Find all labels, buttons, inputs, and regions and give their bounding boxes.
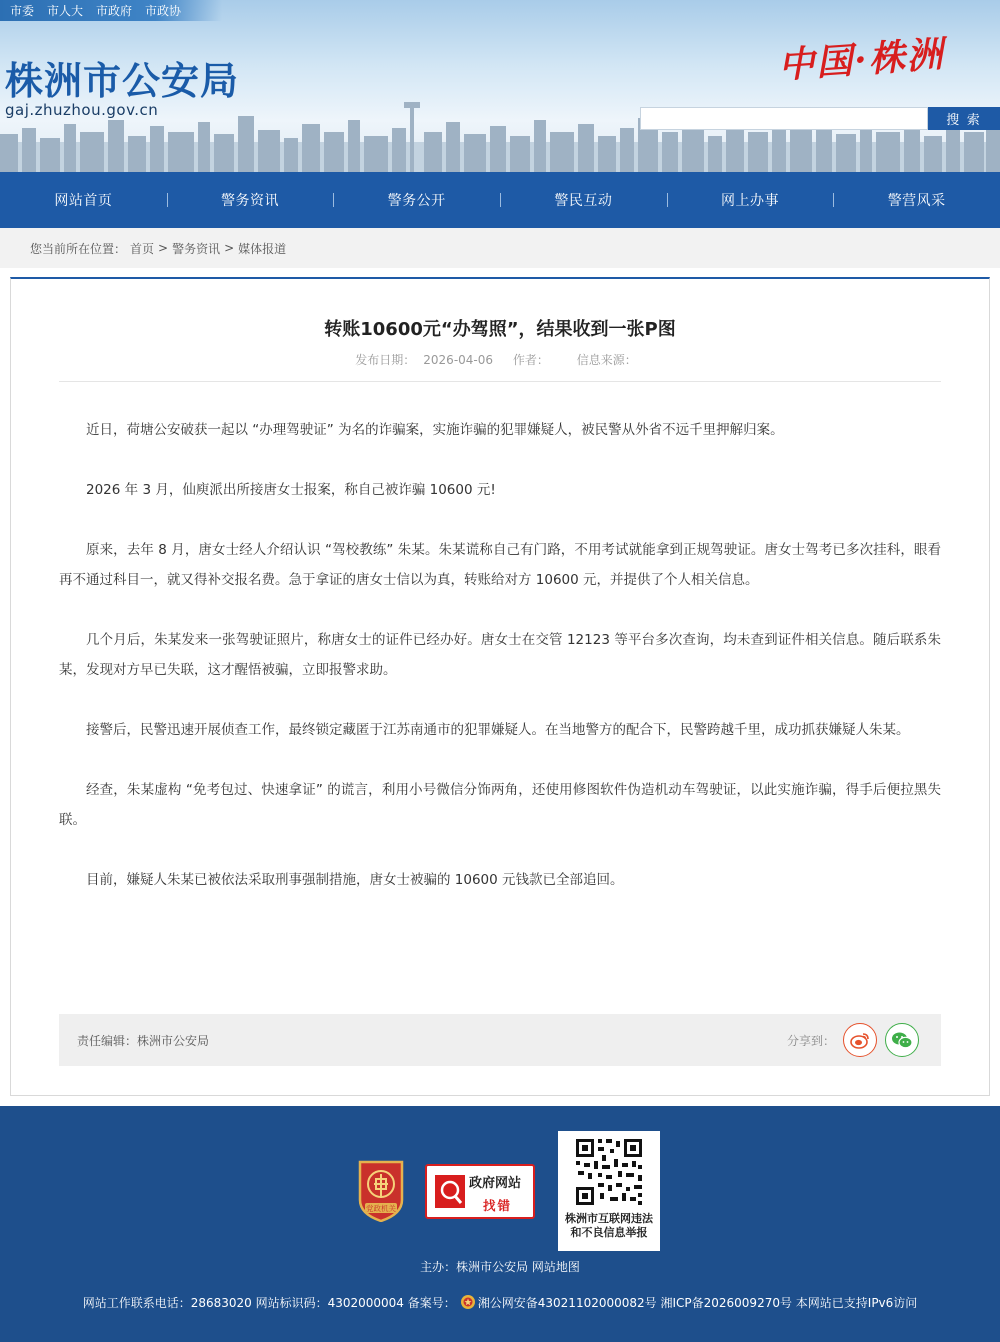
main-nav <box>0 172 1000 228</box>
top-links-bar <box>0 0 222 21</box>
article-paragraph: 近日，荷塘公安破获一起以 “办理驾驶证” 为名的诈骗案，实施诈骗的犯罪嫌疑人，被民警从外省不远千里押解归案。 <box>86 422 784 438</box>
site-domain: gaj.zhuzhou.gov.cn <box>5 101 159 119</box>
article-paragraph: 接警后，民警迅速开展侦查工作，最终锁定藏匿于江苏南通市的犯罪嫌疑人。在当地警方的配合下，民警跨越千里，成功抓获嫌疑人朱某。 <box>86 722 910 738</box>
weibo-icon[interactable] <box>843 1023 877 1057</box>
icp-info[interactable]: 湘公网安备43021102000082号 湘ICP备2026009270号 本网站已支持IPv6访问 <box>477 1296 918 1310</box>
title-divider <box>59 381 941 382</box>
top-link-party-committee[interactable]: 市委 <box>10 4 35 18</box>
nav-item-police-news[interactable]: 警务资讯 <box>167 190 334 210</box>
report-qr-code[interactable] <box>558 1131 660 1251</box>
search-button[interactable]: 搜 索 <box>928 107 1000 130</box>
gov-badge-line1: 政府网站 <box>469 1176 522 1191</box>
qr-code-icon <box>558 1131 660 1211</box>
gov-site-error-report-badge[interactable] <box>425 1164 535 1219</box>
wechat-icon[interactable] <box>885 1023 919 1057</box>
contact-info: 网站工作联系电话：28683020 网站标识码：4302000004 备案号： <box>82 1296 456 1310</box>
editor-name: 株洲市公安局 <box>137 1033 210 1048</box>
nav-item-interaction[interactable]: 警民互动 <box>500 190 667 210</box>
article-paragraph: 目前，嫌疑人朱某已被依法采取刑事强制措施，唐女士被骗的 10600 元钱款已全部追回。 <box>86 872 624 888</box>
article-paragraph: 经查，朱某虚构 “免考包过、快速拿证” 的谎言，利用小号微信分饰两角，还使用修图软件伪造机动车驾驶证，以此实施诈骗，得手后便拉黑失联。 <box>59 782 941 828</box>
breadcrumb-separator: > <box>158 241 169 255</box>
top-link-government[interactable]: 市政府 <box>96 4 133 18</box>
publish-date-label: 发布日期： <box>355 353 416 367</box>
article-paragraph: 原来，去年 8 月，唐女士经人介绍认识 “驾校教练” 朱某。朱某谎称自己有门路，不用考试就能拿到正规驾驶证。唐女士驾考已多次挂科，眼看再不通过科目一，就又得补交报名费。急于拿证的唐女士信以为真，转账给对方 10600 元，并提供了个人相关信息。 <box>59 542 941 588</box>
publish-date: 2026-04-06 <box>423 353 494 367</box>
breadcrumb-prefix: 您当前所在位置： <box>30 241 127 256</box>
qr-caption-line2: 和不良信息举报 <box>570 1226 648 1239</box>
nav-item-police-disclosure[interactable]: 警务公开 <box>333 190 500 210</box>
share-area <box>787 1023 919 1057</box>
top-link-cppcc[interactable]: 市政协 <box>145 4 182 18</box>
article-body <box>59 415 941 925</box>
source-label: 信息来源： <box>576 353 637 367</box>
share-label: 分享到： <box>786 1033 835 1048</box>
nav-item-home[interactable]: 网站首页 <box>54 193 113 209</box>
article-meta <box>11 351 989 368</box>
breadcrumb <box>0 228 1000 268</box>
article-footer-bar <box>59 1014 941 1066</box>
author-label: 作者： <box>512 353 549 367</box>
sitemap-link[interactable]: 网站地图 <box>531 1260 580 1274</box>
top-link-congress[interactable]: 市人大 <box>47 4 84 18</box>
search-input[interactable] <box>640 107 928 130</box>
party-government-badge-icon[interactable] <box>356 1160 406 1222</box>
breadcrumb-separator: > <box>224 241 235 255</box>
nav-item-online-services[interactable]: 网上办事 <box>667 190 834 210</box>
host-label: 主办： <box>420 1260 457 1274</box>
nav-item-police-style[interactable]: 警营风采 <box>833 190 1000 210</box>
site-footer <box>0 1106 1000 1342</box>
footer-info-line <box>0 1294 1000 1311</box>
site-title[interactable]: 株洲市公安局 <box>5 58 240 103</box>
party-badge-text: 党政机关 <box>366 1204 396 1213</box>
zhuzhou-brand-logo: 中国·株洲 <box>776 33 946 87</box>
editor-label: 责任编辑： <box>77 1033 138 1048</box>
gov-badge-line2: 找错 <box>483 1198 513 1213</box>
host-name: 株洲市公安局 <box>456 1260 529 1274</box>
breadcrumb-home[interactable]: 首页 <box>130 241 155 256</box>
article-paragraph: 2026 年 3 月，仙庾派出所接唐女士报案，称自己被诈骗 10600 元! <box>86 482 496 498</box>
police-emblem-icon <box>460 1294 476 1310</box>
breadcrumb-police-news[interactable]: 警务资讯 <box>172 241 221 256</box>
breadcrumb-media-reports[interactable]: 媒体报道 <box>238 241 287 256</box>
qr-caption-line1: 株洲市互联网违法 <box>565 1212 653 1225</box>
article-paragraph: 几个月后，朱某发来一张驾驶证照片，称唐女士的证件已经办好。唐女士在交管 12123 等平台多次查询，均未查到证件相关信息。随后联系朱某，发现对方早已失联，这才醒悟被骗，立即报警求助。 <box>59 632 941 678</box>
article-container <box>10 277 990 1096</box>
article-title: 转账10600元“办驾照”，结果收到一张P图 <box>324 319 676 340</box>
site-header <box>0 0 1000 172</box>
qr-caption <box>558 1212 660 1240</box>
footer-host-line <box>0 1258 1000 1275</box>
